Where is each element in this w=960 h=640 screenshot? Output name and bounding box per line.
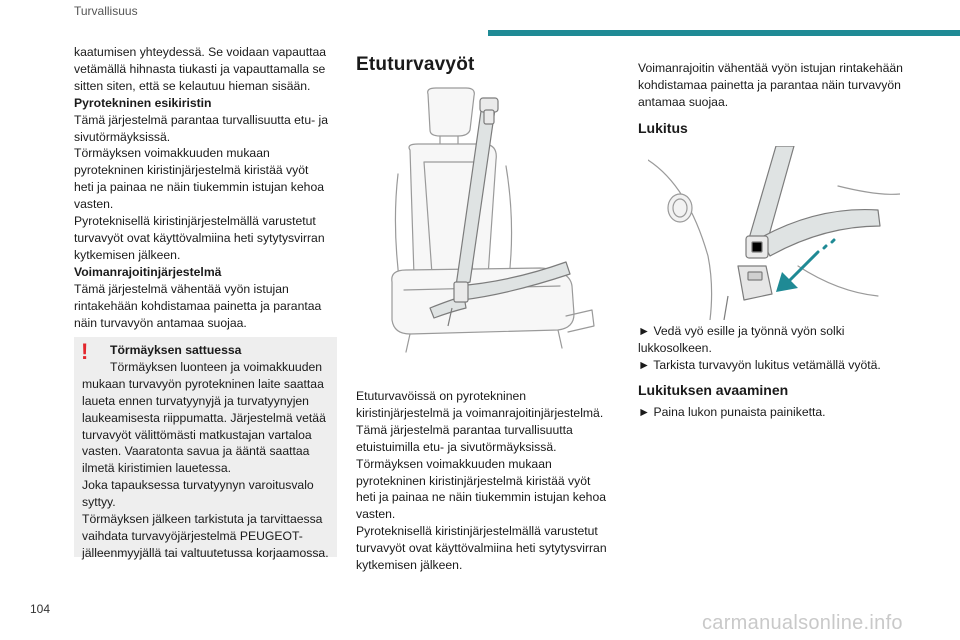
unlock-heading: Lukituksen avaaminen [638,382,789,398]
text-line: näin turvavyön antamaa suojaa. [74,315,247,330]
text-line: sitten siten, että se kelautuu hieman sisään. [74,78,311,93]
unlock-instructions [638,404,910,421]
text-line: antamaa suojaa. [638,94,729,109]
text-line: Pyroteknisellä kiristinjärjestelmällä varustetut [356,524,598,539]
text-line: Tämä järjestelmä vähentää vyön istujan [74,281,289,296]
text-line: kohdistamaa painetta ja parantaa näin turvavyön [638,77,901,92]
lock-heading: Lukitus [638,120,688,136]
text-line: kytkemisen jälkeen. [356,558,463,573]
text-line: Törmäyksen luonteen ja voimakkuuden [110,359,323,374]
text-line: vasten. Vaaratonta savua ja ääntä saattaa [82,444,310,459]
text-line: Törmäyksen jälkeen tarkistuta ja tarvittaessa [82,512,323,527]
text-line: heti ja painaa ne näin tiukemmin istujan kehoa [356,490,607,505]
text-line: kiristinjärjestelmä ja voimanrajoitinjärjestelmä. [356,405,604,420]
warning-box [74,337,337,560]
limiter-heading: Voimanrajoitinjärjestelmä [74,264,222,279]
buckle-lock-illustration [648,146,900,320]
text-line: turvavyöt välittömästi matkustajan vartaloa [82,427,312,442]
pretensioner-heading: Pyrotekninen esikiristin [74,95,212,110]
lock-instructions [638,323,910,374]
text-line: ► Vedä vyö esille ja työnnä vyön solki [638,324,845,338]
text-line: laueta ennen turvatyynyjä ja turvatyynyjen [82,393,309,408]
text-line: vetämällä hihnasta tiukasti ja vapauttamalla se [74,61,326,76]
text-line: jälleenmyyjällä tai valtuutetussa korjaamossa. [82,545,329,560]
watermark: carmanualsonline.info [702,612,903,634]
text-line: Tämä järjestelmä parantaa turvallisuutta [356,422,573,437]
text-line: mukaan turvavyön pyrotekninen laite saattaa [82,376,324,391]
text-line: laukeamisesta riippumatta. Järjestelmä vetää [82,410,326,425]
text-line: rintakehään kohdistamaa painetta ja parantaa [74,298,322,313]
text-line: vasten. [356,507,396,522]
text-line: kytkemisen jälkeen. [74,247,181,262]
text-line: Pyroteknisellä kiristinjärjestelmällä varustetut [74,214,316,229]
text-line: pyrotekninen kiristinjärjestelmä kiristää vyöt [356,473,591,488]
text-line: Tämä järjestelmä parantaa turvallisuutta etu- ja [74,112,329,127]
limiter-intro-text [638,60,910,111]
text-line: heti ja painaa ne näin tiukemmin istujan kehoa [74,180,325,195]
text-line: Etuturvavöissä on pyrotekninen [356,389,527,403]
text-line: Törmäyksen voimakkuuden mukaan [74,146,270,161]
text-line: pyrotekninen kiristinjärjestelmä kiristää vyöt [74,163,309,178]
text-line: turvavyöt ovat käyttövalmiina heti sytytysvirran [74,230,325,245]
text-line: ► Tarkista turvavyön lukitus vetämällä vyötä. [638,357,881,372]
header-section-title: Turvallisuus [74,4,138,18]
text-line: sivutörmäyksissä. [74,129,171,144]
seat-belt-illustration [370,86,608,356]
text-line: Törmäyksen voimakkuuden mukaan [356,456,552,471]
text-line: vasten. [74,197,114,212]
text-line: turvavyöt ovat käyttövalmiina heti sytytysvirran [356,541,607,556]
text-line: kaatumisen yhteydessä. Se voidaan vapauttaa [74,45,327,59]
text-line: lukkosolkeen. [638,340,712,355]
exclamation-icon: ! [81,339,89,364]
text-line: ilmetä kiristimien lauetessa. [82,461,232,476]
warning-title: Törmäyksen sattuessa [110,343,242,357]
text-line: syttyy. [82,495,116,510]
text-line: etuistuimilla etu- ja sivutörmäyksissä. [356,439,557,454]
left-column [74,44,340,331]
page-title: Etuturvavyöt [356,54,475,75]
text-line: ► Paina lukon punaista painiketta. [638,405,826,419]
text-line: Voimanrajoitin vähentää vyön istujan rintakehään [638,61,903,75]
front-belts-text [356,388,618,574]
text-line: vaihdata turvavyöjärjestelmä PEUGEOT- [82,528,303,543]
header-accent-bar [488,30,960,36]
text-line: Joka tapauksessa turvatyynyn varoitusvalo [82,478,314,493]
page-number: 104 [30,602,51,616]
